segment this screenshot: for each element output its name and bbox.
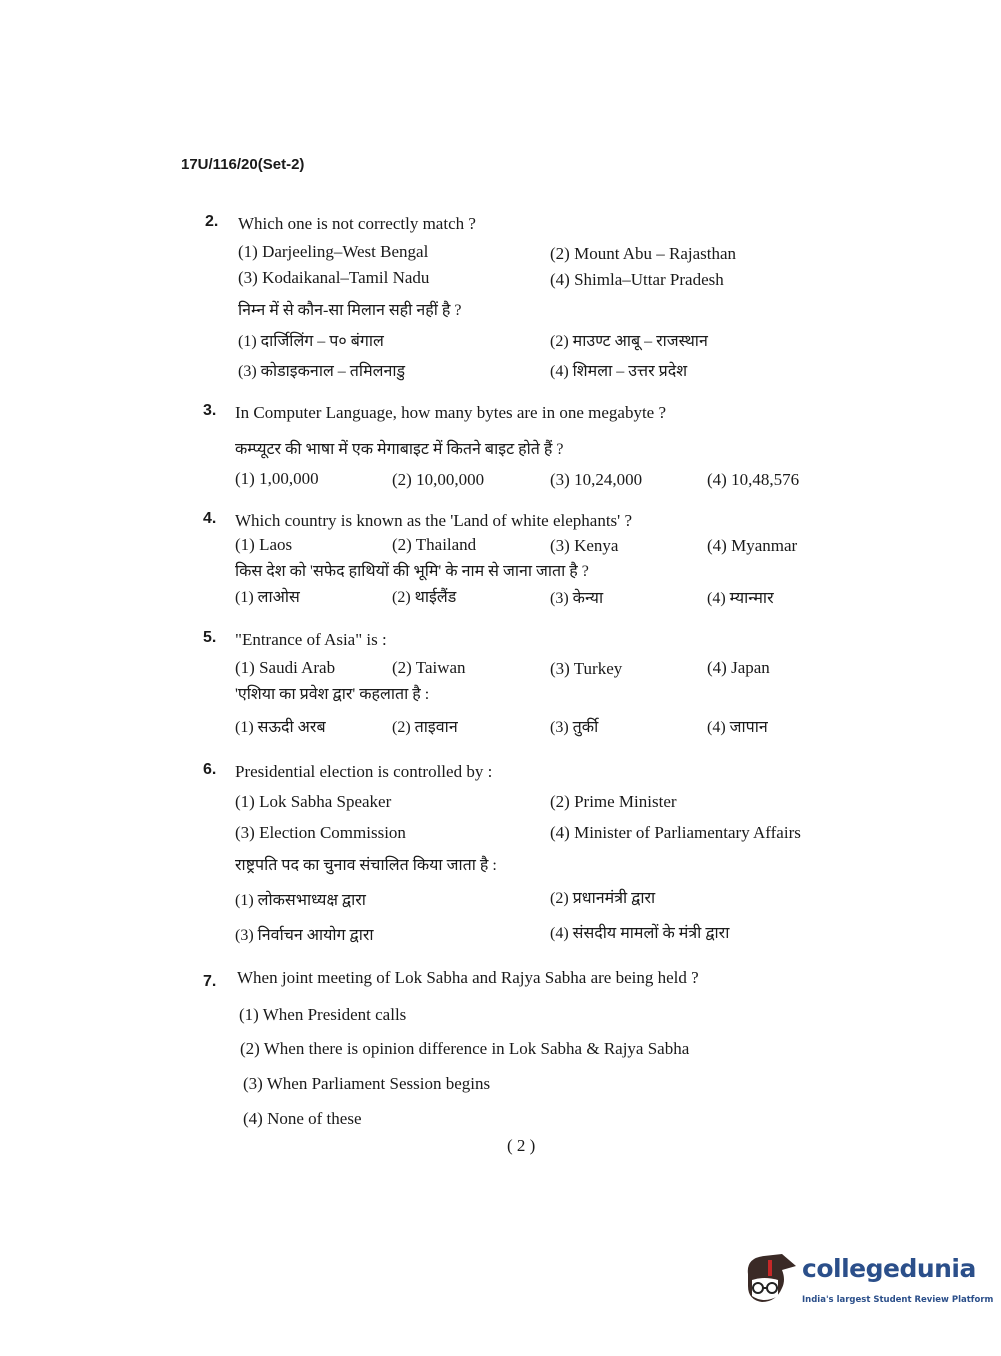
option-hindi: (1) सऊदी अरब xyxy=(235,719,326,736)
question-number: 6. xyxy=(203,761,217,778)
option-hindi: (3) तुर्की xyxy=(550,719,599,736)
option-hindi: (4) म्यान्मार xyxy=(707,590,774,607)
option-hindi: (3) कोडाइकनाल – तमिलनाडु xyxy=(238,363,406,380)
question-number: 3. xyxy=(203,402,217,419)
question-text: Which country is known as the 'Land of white elephants' ? xyxy=(235,511,633,530)
option: (3) Turkey xyxy=(550,659,623,678)
option-hindi: (2) थाईलैंड xyxy=(392,589,457,606)
option-hindi: (4) संसदीय मामलों के मंत्री द्वारा xyxy=(550,925,730,942)
option-hindi: (4) शिमला – उत्तर प्रदेश xyxy=(550,363,688,380)
option-hindi: (3) निर्वाचन आयोग द्वारा xyxy=(235,927,374,944)
option: (3) When Parliament Session begins xyxy=(243,1074,491,1093)
option: (4) None of these xyxy=(243,1109,362,1128)
question-text: When joint meeting of Lok Sabha and Rajya Sabha are being held ? xyxy=(237,968,699,987)
question-number: 4. xyxy=(203,510,217,527)
collegedunia-logo xyxy=(742,1250,994,1312)
mascot-icon xyxy=(742,1250,800,1312)
question-text: In Computer Language, how many bytes are in one megabyte ? xyxy=(235,403,667,422)
brand-name: collegedunia xyxy=(802,1254,976,1283)
option: (1) When President calls xyxy=(239,1005,407,1024)
option: (3) Election Commission xyxy=(235,823,406,842)
option: (2) Prime Minister xyxy=(550,792,677,811)
option: (1) 1,00,000 xyxy=(235,469,319,488)
question-text-hindi: 'एशिया का प्रवेश द्वार' कहलाता है : xyxy=(235,686,430,703)
paper-code: 17U/116/20(Set-2) xyxy=(181,156,305,173)
question-text: Presidential election is controlled by : xyxy=(235,762,493,781)
option-hindi: (1) दार्जिलिंग – प० बंगाल xyxy=(238,333,384,350)
question-text-hindi: राष्ट्रपति पद का चुनाव संचालित किया जाता है : xyxy=(235,857,497,874)
option: (4) 10,48,576 xyxy=(707,470,800,489)
option: (4) Shimla–Uttar Pradesh xyxy=(550,270,724,289)
question-text: Which one is not correctly match ? xyxy=(238,214,476,233)
question-number: 5. xyxy=(203,629,217,646)
option-hindi: (2) प्रधानमंत्री द्वारा xyxy=(550,890,656,907)
question-text: "Entrance of Asia" is : xyxy=(235,630,387,649)
question-text-hindi: निम्न में से कौन-सा मिलान सही नहीं है ? xyxy=(238,302,462,319)
option: (4) Japan xyxy=(707,658,770,677)
option: (2) Mount Abu – Rajasthan xyxy=(550,244,737,263)
option: (4) Minister of Parliamentary Affairs xyxy=(550,823,801,842)
option: (2) Thailand xyxy=(392,535,477,554)
option: (1) Lok Sabha Speaker xyxy=(235,792,392,811)
option: (1) Darjeeling–West Bengal xyxy=(238,242,429,261)
option: (1) Saudi Arab xyxy=(235,658,336,677)
option-hindi: (1) लाओस xyxy=(235,589,300,606)
option-hindi: (3) केन्या xyxy=(550,590,604,607)
question-number: 2. xyxy=(205,213,219,230)
option-hindi: (4) जापान xyxy=(707,719,768,736)
question-text-hindi: कम्प्यूटर की भाषा में एक मेगाबाइट में कितने बाइट होते हैं ? xyxy=(235,441,564,458)
option-hindi: (2) ताइवान xyxy=(392,719,458,736)
option: (3) Kenya xyxy=(550,536,619,555)
question-number: 7. xyxy=(203,973,217,990)
option-hindi: (2) माउण्ट आबू – राजस्थान xyxy=(550,333,708,350)
option: (3) Kodaikanal–Tamil Nadu xyxy=(238,268,430,287)
question-text-hindi: किस देश को 'सफेद हाथियों की भूमि' के नाम से जाना जाता है ? xyxy=(235,563,589,580)
option: (2) 10,00,000 xyxy=(392,470,485,489)
option: (2) When there is opinion difference in Lok Sabha & Rajya Sabha xyxy=(240,1039,690,1058)
option: (4) Myanmar xyxy=(707,536,798,555)
brand-tagline: India's largest Student Review Platform xyxy=(802,1295,994,1305)
option: (1) Laos xyxy=(235,535,293,554)
option: (3) 10,24,000 xyxy=(550,470,643,489)
option: (2) Taiwan xyxy=(392,658,466,677)
option-hindi: (1) लोकसभाध्यक्ष द्वारा xyxy=(235,892,366,909)
page-number: ( 2 ) xyxy=(507,1136,536,1155)
